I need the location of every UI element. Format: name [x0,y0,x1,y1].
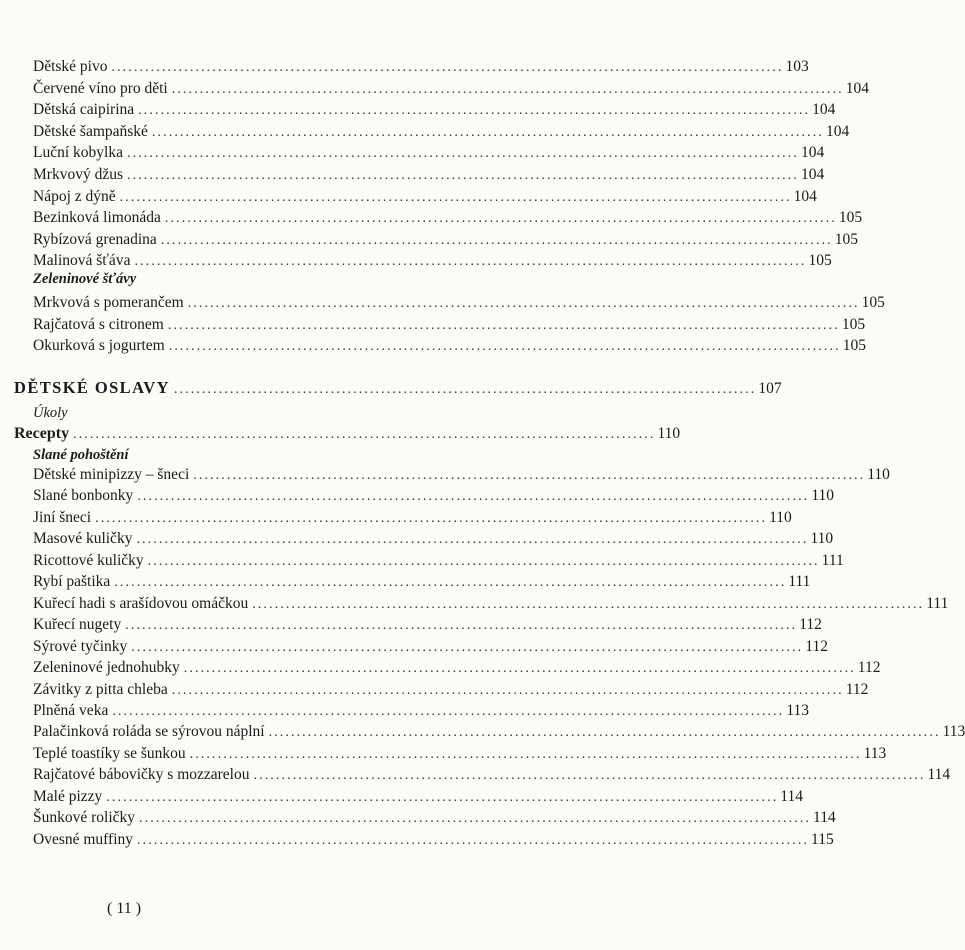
dot-leader: ........................................................................................................................ [125,618,798,634]
entry-page-number: 104 [793,187,817,205]
entry-page-number: 111 [821,551,844,569]
toc-entry[interactable] [33,744,887,767]
toc-entry[interactable] [33,594,949,617]
entry-title: Palačinková roláda se sýrovou náplní [33,723,265,741]
entry-title: Rybízová grenadina [33,230,157,248]
toc-entry[interactable] [33,79,869,102]
toc-entry[interactable] [33,230,859,253]
entry-page-number: 105 [834,230,859,248]
entry-page-number: 104 [800,166,825,183]
dot-leader: ........................................................................................................................ [114,575,787,591]
entry-title: Sýrové tyčinky [33,637,128,655]
toc-entry[interactable] [33,637,828,660]
entry-page-number: 114 [780,787,803,805]
dot-leader: ........................................................................................................................ [112,703,785,719]
toc-entry[interactable] [33,166,825,188]
section-note: Úkoly [33,405,68,421]
dot-leader: ........................................................................................................................ [95,510,768,526]
entry-title: Zeleninové jednohubky [33,659,180,677]
entry-page-number: 114 [927,766,951,784]
toc-entry[interactable] [33,830,834,853]
toc-entry[interactable] [33,701,810,724]
dot-leader: ........................................................................................................................ [252,596,925,612]
page-number: ( 11 ) [107,900,142,917]
toc-entry[interactable] [33,530,834,552]
entry-title: Rajčatové bábovičky s mozzarelou [33,766,250,784]
entry-title: Plněná veka [33,701,109,719]
dot-leader: ........................................................................................................................ [164,211,837,227]
dot-leader: ........................................................................................................................ [168,339,841,355]
entry-page-number: 110 [810,530,834,548]
entry-page-number: 104 [845,79,869,97]
dot-leader: ........................................................................................................................ [268,725,941,741]
entry-title: Závitky z pitta chleba [33,680,168,698]
entry-title: Dětské šampaňské [33,122,148,140]
dot-leader: ........................................................................................................................ [167,317,840,333]
recipes-title: Recepty [14,425,70,442]
recipes-entry[interactable] [14,425,681,447]
entry-title: Šunkové roličky [33,809,136,827]
dot-leader: ........................................................................................................ [73,427,656,442]
entry-title: Dětské minipizzy – šneci [33,466,190,483]
toc-entry[interactable] [33,616,822,638]
toc-entry[interactable] [33,508,792,531]
dot-leader: ........................................................................................................................ [171,81,844,97]
recipes-page-number: 110 [657,425,681,442]
entry-title: Kuřecí nugety [33,616,122,634]
entry-page-number: 105 [838,209,863,227]
entry-title: Rajčatová s citronem [33,315,164,333]
entry-page-number: 113 [863,744,887,762]
dot-leader: ........................................................................................................................ [187,296,860,311]
toc-entry[interactable] [33,315,866,338]
entry-page-number: 112 [857,659,881,677]
entry-title: Rybí paštika [33,573,111,591]
entry-page-number: 105 [841,315,866,333]
entry-title: Slané bonbonky [33,487,134,505]
dot-leader: ........................................................................................................................ [139,811,812,827]
dot-leader: ........................................................................................................................ [137,832,810,848]
dot-leader: ........................................................................................................................ [131,639,804,655]
entry-title: Luční kobylka [33,144,123,162]
dot-leader: ........................................................................................................................ [137,489,810,505]
entry-title: Nápoj z dýně [33,187,116,205]
entry-page-number: 104 [800,144,825,162]
dot-leader: ........................................................................................................................ [138,103,811,119]
toc-entry[interactable] [33,659,881,681]
section-title: DĚTSKÉ OSLAVY [14,378,170,397]
entry-page-number: 103 [785,58,809,75]
toc-entry[interactable] [33,122,850,145]
entry-title: Mrkvový džus [33,166,123,183]
section-entry-children-parties[interactable] [14,378,782,400]
entry-title: Okurková s jogurtem [33,337,165,355]
dot-leader: ........................................................................................................ [173,382,757,397]
entry-title: Masové kuličky [33,530,133,548]
dot-leader: ........................................................................................................................ [147,553,820,569]
entry-page-number: 111 [788,573,811,591]
dot-leader: ........................................................................................................................ [119,189,792,205]
dot-leader: ........................................................................................................................ [171,682,844,698]
toc-entry[interactable] [33,573,811,595]
toc-entry[interactable] [33,337,866,359]
entry-page-number: 104 [825,122,850,140]
entry-page-number: 104 [812,101,836,119]
entry-title: Dětské pivo [33,58,108,75]
toc-entry[interactable] [33,101,836,123]
entry-title: Kuřecí hadi s arašídovou omáčkou [33,594,249,612]
entry-page-number: 112 [845,680,869,698]
entry-page-number: 112 [805,637,828,655]
dot-leader: ........................................................................................................................ [126,146,799,162]
dot-leader: ........................................................................................................................ [111,60,784,75]
entry-page-number: 110 [769,508,792,526]
entry-title: Malinová šťáva [33,252,131,270]
toc-entry[interactable] [33,809,836,831]
dot-leader: ........................................................................................................................ [151,124,824,140]
category-heading-snacks: Slané pohoštění [33,447,129,463]
toc-entry[interactable] [33,294,885,316]
dot-leader: ........................................................................................................................ [160,232,833,248]
entry-page-number: 114 [813,809,836,827]
entry-title: Jiní šneci [33,508,92,526]
dot-leader: ........................................................................................................................ [106,789,779,805]
toc-entry[interactable] [33,487,834,509]
dot-leader: ........................................................................................................................ [134,254,807,270]
dot-leader: ........................................................................................................................ [193,468,866,483]
entry-page-number: 115 [811,830,834,848]
toc-entry[interactable] [33,252,832,274]
entry-page-number: 105 [861,294,885,311]
entry-page-number: 111 [926,594,949,612]
toc-entry[interactable] [33,680,869,703]
entry-title: Teplé toastíky se šunkou [33,744,186,762]
entry-page-number: 112 [799,616,822,634]
toc-entry[interactable] [33,787,803,810]
entry-title: Malé pizzy [33,787,103,805]
section-page-number: 107 [758,380,782,397]
entry-title: Ovesné muffiny [33,830,134,848]
toc-entry[interactable] [33,187,817,210]
entry-title: Ricottové kuličky [33,551,144,569]
dot-leader: ........................................................................................................................ [189,746,862,762]
toc-entry[interactable] [33,58,809,80]
toc-entry[interactable] [33,209,863,231]
dot-leader: ........................................................................................................................ [183,661,856,677]
toc-entry[interactable] [33,723,965,745]
entry-title: Mrkvová s pomerančem [33,294,184,311]
toc-entry[interactable] [33,144,825,166]
entry-page-number: 105 [808,252,832,270]
toc-entry[interactable] [33,466,890,488]
dot-leader: ........................................................................................................................ [253,768,926,784]
entry-page-number: 113 [942,723,965,741]
entry-page-number: 113 [786,701,810,719]
entry-page-number: 110 [867,466,890,483]
toc-entry[interactable] [33,766,951,788]
dot-leader: ........................................................................................................................ [126,168,799,183]
dot-leader: ........................................................................................................................ [136,532,809,548]
entry-title: Červené víno pro děti [33,79,168,97]
entry-title: Dětská caipirina [33,101,135,119]
toc-entry[interactable] [33,551,844,574]
entry-page-number: 110 [811,487,834,505]
category-heading-juices: Zeleninové šťávy [33,271,137,287]
entry-page-number: 105 [842,337,866,355]
entry-title: Bezinková limonáda [33,209,161,227]
